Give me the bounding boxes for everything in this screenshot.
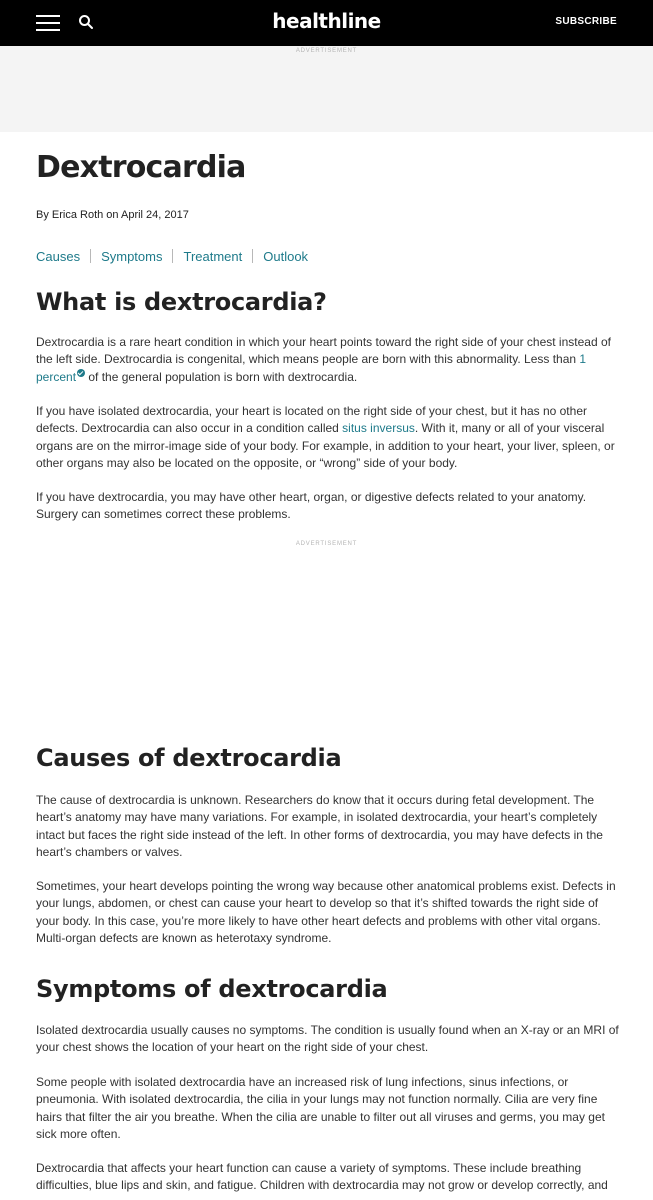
section-heading-symptoms: Symptoms of dextrocardia xyxy=(36,975,388,1003)
toc-link-treatment[interactable]: Treatment xyxy=(183,249,243,264)
top-ad-slot xyxy=(0,46,653,132)
subscribe-button[interactable]: SUBSCRIBE xyxy=(555,16,617,27)
paragraph: Some people with isolated dextrocardia have an increased risk of lung infections, sinus infections, or pneumonia. With isolated dextrocardia, the cilia in your lungs may not function normally. Cilia are very fine hairs that filter the air you breathe. When the cilia are unable to filter out all viruses and germs, you may get sick more often. xyxy=(36,1075,605,1142)
paragraph: Sometimes, your heart develops pointing the wrong way because other anatomical problems exist. Defects in your lungs, abdomen, or chest can cause your heart to develop so that it’s shifted towards the right side of your body. In this case, you’re more likely to have other heart defects and problems with other vital organs. Multi-organ defects are known as heterotaxy syndrome. xyxy=(36,879,616,946)
one-percent-link[interactable]: 1 percent xyxy=(36,352,587,384)
verified-source-icon[interactable] xyxy=(77,369,85,377)
section-heading-what: What is dextrocardia? xyxy=(36,288,327,316)
ad-label: ADVERTISEMENT xyxy=(295,541,358,547)
ad-label: ADVERTISEMENT xyxy=(295,48,358,54)
situs-inversus-link[interactable]: situs inversus xyxy=(342,421,415,436)
toc-link-outlook[interactable]: Outlook xyxy=(263,249,309,264)
menu-icon[interactable] xyxy=(36,14,60,32)
section-heading-causes: Causes of dextrocardia xyxy=(36,744,342,772)
top-nav-bar xyxy=(0,0,653,46)
paragraph: If you have isolated dextrocardia, your heart is located on the right side of your chest, but it has no other defects. Dextrocardia can also occur in a condition called situs inversus. With it, many or all of your visceral organs are on the mirror-image side of your body. For example, in addition to your heart, your liver, spleen, or other organs may also be located on the opposite, or “wrong” side of your body. xyxy=(36,404,615,471)
byline: By Erica Roth on April 24, 2017 xyxy=(36,209,189,221)
paragraph: Dextrocardia is a rare heart condition in which your heart points toward the right side of your chest instead of the left side. Dextrocardia is congenital, which means people are born with this abnormality. Less than 1 percent of the general population is born with dextrocardia. xyxy=(36,335,611,384)
search-icon[interactable] xyxy=(78,14,94,30)
paragraph: Isolated dextrocardia usually causes no symptoms. The condition is usually found when an X-ray or an MRI of your chest shows the location of your heart on the right side of your chest. xyxy=(36,1023,619,1055)
site-logo[interactable]: healthline xyxy=(272,9,381,33)
page-title: Dextrocardia xyxy=(36,150,246,185)
toc-link-causes[interactable]: Causes xyxy=(36,249,81,264)
toc-link-symptoms[interactable]: Symptoms xyxy=(101,249,163,264)
section-nav xyxy=(36,249,308,264)
paragraph: Dextrocardia that affects your heart function can cause a variety of symptoms. These include breathing difficulties, blue lips and skin, and fatigue. Children with dextrocardia may not grow or develop correctly, and xyxy=(36,1161,608,1193)
toc-divider xyxy=(172,249,173,263)
paragraph: The cause of dextrocardia is unknown. Researchers do know that it occurs during fetal development. The heart’s anatomy may have many variations. For example, in isolated dextrocardia, your heart’s completely intact but faces the right side instead of the left. In other forms of dextrocardia, you may have defects in the heart’s chambers or valves. xyxy=(36,793,603,860)
toc-divider xyxy=(252,249,253,263)
paragraph: If you have dextrocardia, you may have other heart, organ, or digestive defects related to your anatomy. Surgery can sometimes correct these problems. xyxy=(36,490,587,522)
toc-divider xyxy=(90,249,91,263)
